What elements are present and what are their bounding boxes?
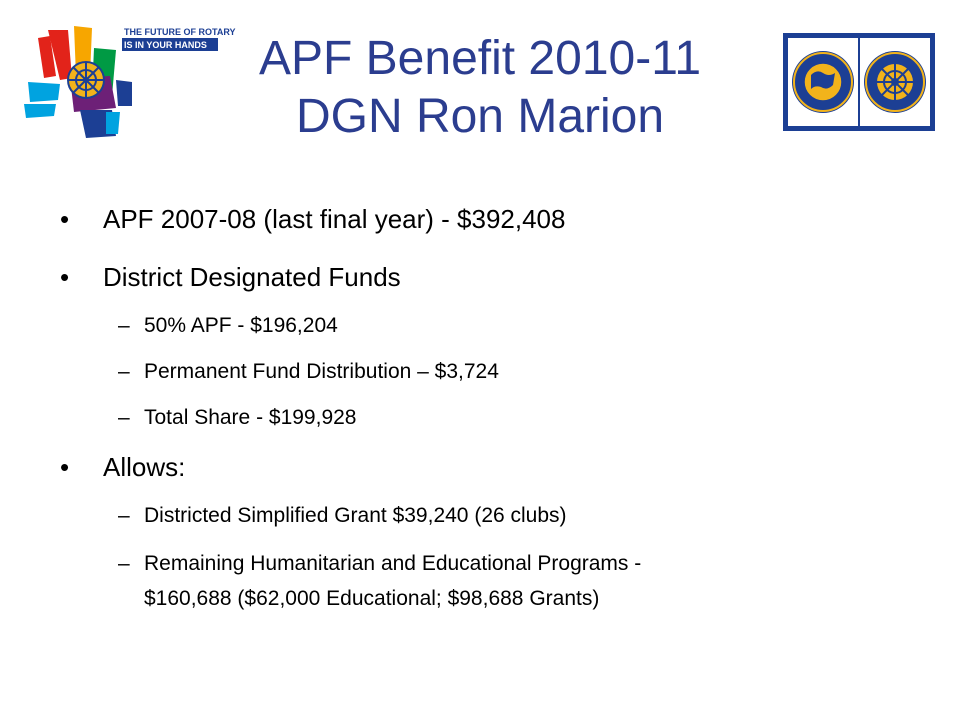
- sub-bullet-text: $160,688 ($62,000 Educational; $98,688 Grants): [144, 587, 600, 610]
- sub-bullet-text: Permanent Fund Distribution – $3,724: [144, 360, 499, 383]
- bullet-marker: •: [60, 204, 70, 234]
- bullet-marker: •: [60, 262, 70, 292]
- sub-bullet-marker: –: [118, 504, 130, 527]
- sub-bullet-text: Districted Simplified Grant $39,240 (26 clubs): [144, 504, 567, 527]
- sub-bullet-text: Remaining Humanitarian and Educational Programs -: [144, 552, 642, 575]
- title-line-2: DGN Ron Marion: [295, 90, 665, 143]
- sub-bullet-marker: –: [118, 552, 130, 575]
- logo-tagline-line2: IS IN YOUR HANDS: [124, 40, 207, 50]
- sub-bullet-marker: –: [118, 314, 130, 337]
- bullet-marker: •: [60, 452, 70, 482]
- sub-bullet-text: 50% APF - $196,204: [144, 314, 338, 337]
- sub-bullet-text: Total Share - $199,928: [144, 406, 357, 429]
- bullet-text: APF 2007-08 (last final year) - $392,408: [103, 204, 566, 234]
- bullet-text: District Designated Funds: [103, 262, 401, 292]
- bullet-text: Allows:: [103, 452, 186, 482]
- sub-bullet-marker: –: [118, 406, 130, 429]
- sub-bullet-marker: –: [118, 360, 130, 383]
- logo-tagline-line1: THE FUTURE OF ROTARY: [124, 27, 236, 37]
- title-line-1: APF Benefit 2010-11: [258, 32, 702, 85]
